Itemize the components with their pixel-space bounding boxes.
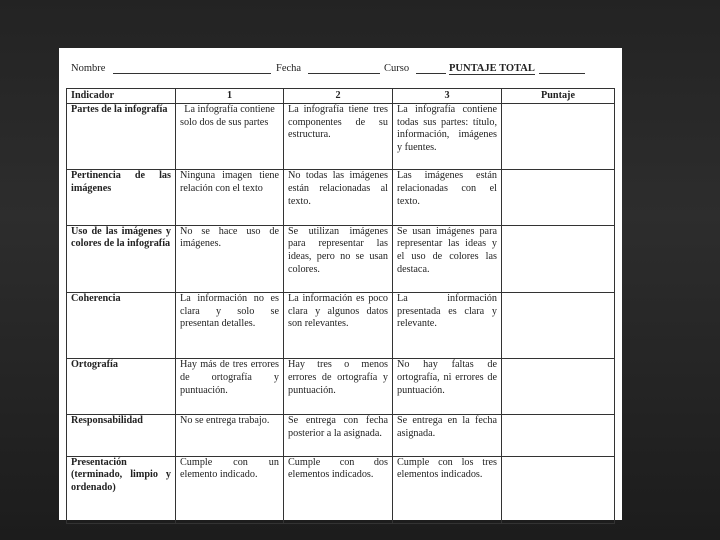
- table-header-row: [67, 89, 615, 104]
- level-3-cell: No hay faltas de ortografía, ni errores de puntuación.: [393, 359, 502, 415]
- student-header: [71, 63, 611, 79]
- rubric-document: [59, 48, 622, 520]
- level-3-cell: Se usan imágenes para representar las ideas y el uso de colores las destaca.: [393, 225, 502, 292]
- column-header-1: 1: [176, 89, 284, 104]
- table-row: [67, 170, 615, 225]
- table-row: [67, 104, 615, 170]
- level-3-cell: La información presentada es clara y relevante.: [393, 292, 502, 358]
- column-header-2: 2: [284, 89, 393, 104]
- indicator-cell: Ortografía: [67, 359, 176, 415]
- level-2-cell: Cumple con dos elementos indicados.: [284, 456, 393, 523]
- level-1-cell: Ninguna imagen tiene relación con el texto: [176, 170, 284, 225]
- indicator-cell: Uso de las imágenes y colores de la infografía: [67, 225, 176, 292]
- level-2-cell: Se entrega con fecha posterior a la asignada.: [284, 415, 393, 456]
- curso-blank: [416, 63, 446, 77]
- curso-label: Curso: [384, 63, 410, 74]
- indicator-cell: Responsabilidad: [67, 415, 176, 456]
- score-cell: [502, 292, 615, 358]
- score-cell: [502, 415, 615, 456]
- level-3-cell: Cumple con los tres elementos indicados.: [393, 456, 502, 523]
- table-row: [67, 359, 615, 415]
- level-2-cell: La información es poco clara y algunos datos son relevantes.: [284, 292, 393, 358]
- level-1-cell: La información no es clara y solo se presentan detalles.: [176, 292, 284, 358]
- puntaje-total-blank: [539, 63, 585, 77]
- level-2-cell: La infografía tiene tres componentes de su estructura.: [284, 104, 393, 170]
- indicator-cell: Partes de la infografía: [67, 104, 176, 170]
- indicator-cell: Coherencia: [67, 292, 176, 358]
- indicator-cell: Presentación (terminado, limpio y ordenado): [67, 456, 176, 523]
- score-cell: [502, 170, 615, 225]
- nombre-blank: [113, 63, 271, 77]
- puntaje-total-label: PUNTAJE TOTAL: [449, 63, 535, 74]
- level-1-cell: Cumple con un elemento indicado.: [176, 456, 284, 523]
- column-header-puntaje: Puntaje: [502, 89, 615, 104]
- level-3-cell: Las imágenes están relacionadas con el texto.: [393, 170, 502, 225]
- level-3-cell: Se entrega en la fecha asignada.: [393, 415, 502, 456]
- table-row: [67, 225, 615, 292]
- level-2-cell: Hay tres o menos errores de ortografía y puntuación.: [284, 359, 393, 415]
- level-1-cell: No se hace uso de imágenes.: [176, 225, 284, 292]
- level-1-cell: Hay más de tres errores de ortografía y puntuación.: [176, 359, 284, 415]
- fecha-label: Fecha: [276, 63, 302, 74]
- level-2-cell: Se utilizan imágenes para representar las ideas, pero no se usan colores.: [284, 225, 393, 292]
- score-cell: [502, 359, 615, 415]
- fecha-blank: [308, 63, 380, 77]
- level-2-cell: No todas las imágenes están relacionadas al texto.: [284, 170, 393, 225]
- indicator-cell: Pertinencia de las imágenes: [67, 170, 176, 225]
- score-cell: [502, 456, 615, 523]
- level-1-cell: No se entrega trabajo.: [176, 415, 284, 456]
- score-cell: [502, 225, 615, 292]
- table-row: [67, 456, 615, 523]
- level-1-cell: La infografía contiene solo dos de sus partes: [176, 104, 284, 170]
- table-row: [67, 415, 615, 456]
- rubric-table: [66, 88, 615, 524]
- score-cell: [502, 104, 615, 170]
- column-header-3: 3: [393, 89, 502, 104]
- table-row: [67, 292, 615, 358]
- nombre-label: Nombre: [71, 63, 106, 74]
- column-header-indicador: Indicador: [67, 89, 176, 104]
- level-3-cell: La infografía contiene todas sus partes: título, información, imágenes y fuentes.: [393, 104, 502, 170]
